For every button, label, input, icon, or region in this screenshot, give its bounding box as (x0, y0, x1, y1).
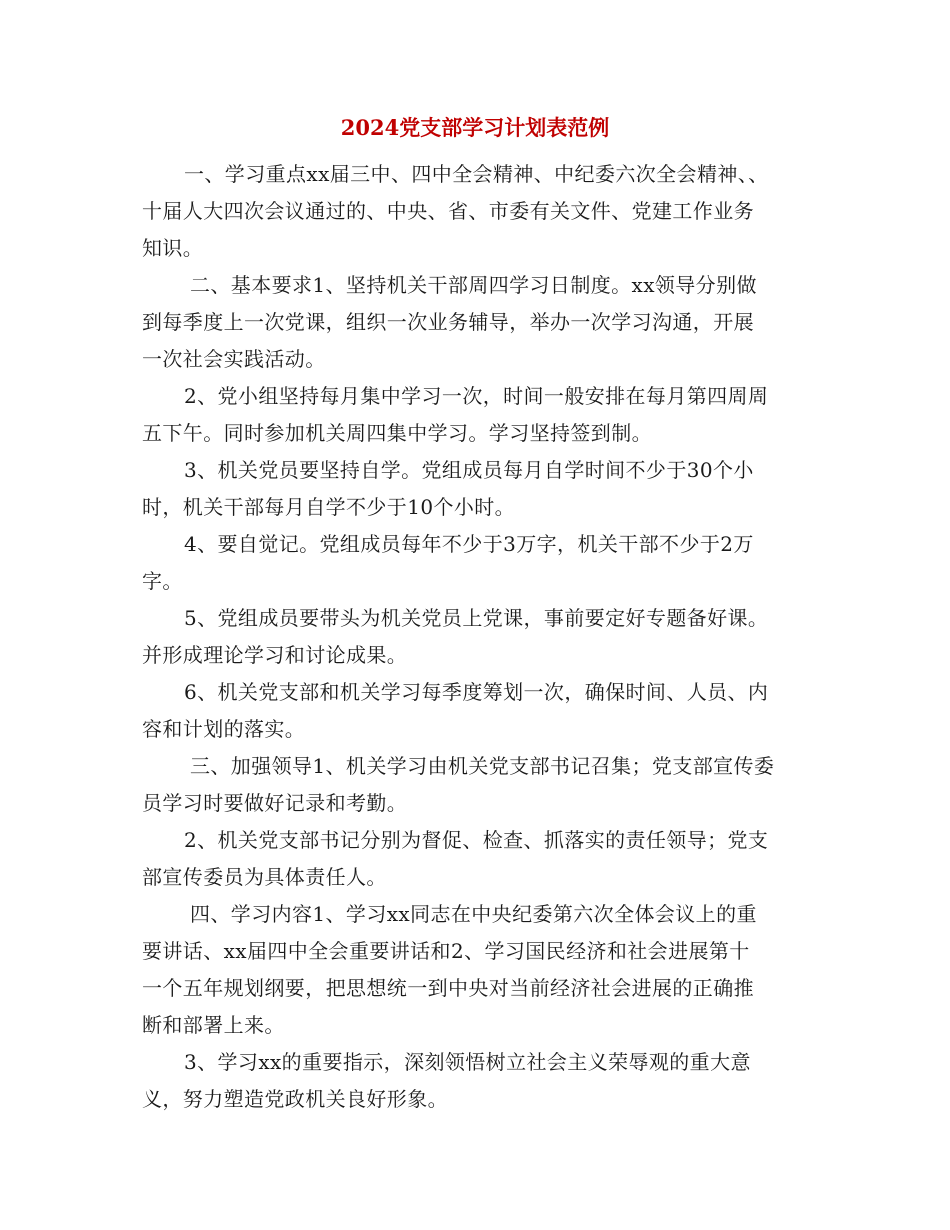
paragraph-line: 三、加强领导1、机关学习由机关党支部书记召集；党支部宣传委 (190, 754, 775, 778)
paragraph-line: 2、党小组坚持每月集中学习一次，时间一般安排在每月第四周周 (184, 384, 769, 408)
paragraph-line: 并形成理论学习和讨论成果。 (142, 643, 408, 667)
paragraph-line: 到每季度上一次党课，组织一次业务辅导，举办一次学习沟通，开展 (142, 310, 754, 334)
paragraph-line: 义，努力塑造党政机关良好形象。 (142, 1087, 448, 1111)
paragraph-line: 四、学习内容1、学习xx同志在中央纪委第六次全体会议上的重 (190, 902, 757, 926)
paragraph-strengthen-leadership (142, 748, 814, 822)
paragraph-line: 3、学习xx的重要指示，深刻领悟树立社会主义荣辱观的重大意 (184, 1050, 751, 1074)
paragraph-item-5 (142, 600, 814, 674)
paragraph-line: 一个五年规划纲要，把思想统一到中央对当前经济社会进展的正确推 (142, 976, 754, 1000)
paragraph-item-6 (142, 674, 814, 748)
paragraph-basic-requirements (142, 267, 814, 378)
paragraph-line: 部宣传委员为具体责任人。 (142, 865, 387, 889)
document-title: 2024党支部学习计划表范例 (340, 115, 610, 140)
paragraph-leadership-item-2 (142, 822, 814, 896)
paragraph-line: 4、要自觉记。党组成员每年不少于3万字，机关干部不少于2万 (184, 532, 754, 556)
paragraph-line: 字。 (142, 569, 183, 593)
document-body (142, 156, 814, 1118)
paragraph-line: 时，机关干部每月自学不少于10个小时。 (142, 495, 516, 519)
paragraph-line: 十届人大四次会议通过的、中央、省、市委有关文件、党建工作业务 (142, 199, 754, 223)
paragraph-study-focus (142, 156, 814, 267)
paragraph-line: 要讲话、xx届四中全会重要讲话和2、学习国民经济和社会进展第十 (142, 939, 750, 963)
paragraph-line: 6、机关党支部和机关学习每季度筹划一次，确保时间、人员、内 (184, 680, 769, 704)
paragraph-line: 二、基本要求1、坚持机关干部周四学习日制度。xx领导分别做 (190, 273, 757, 297)
paragraph-item-3 (142, 452, 814, 526)
paragraph-line: 一次社会实践活动。 (142, 347, 326, 371)
paragraph-line: 一、学习重点xx届三中、四中全会精神、中纪委六次全会精神、、 (184, 162, 769, 186)
paragraph-line: 员学习时要做好记录和考勤。 (142, 791, 408, 815)
paragraph-line: 断和部署上来。 (142, 1013, 285, 1037)
paragraph-item-4 (142, 526, 814, 600)
paragraph-line: 知识。 (142, 236, 204, 260)
paragraph-line: 3、机关党员要坚持自学。党组成员每月自学时间不少于30个小 (184, 458, 754, 482)
paragraph-line: 2、机关党支部书记分别为督促、检查、抓落实的责任领导；党支 (184, 828, 769, 852)
paragraph-content-item-3 (142, 1044, 814, 1118)
paragraph-line: 五下午。同时参加机关周四集中学习。学习坚持签到制。 (142, 421, 652, 445)
paragraph-line: 5、党组成员要带头为机关党员上党课，事前要定好专题备好课。 (184, 606, 769, 630)
paragraph-line: 容和计划的落实。 (142, 717, 306, 741)
paragraph-study-content (142, 896, 814, 1044)
paragraph-item-2 (142, 378, 814, 452)
